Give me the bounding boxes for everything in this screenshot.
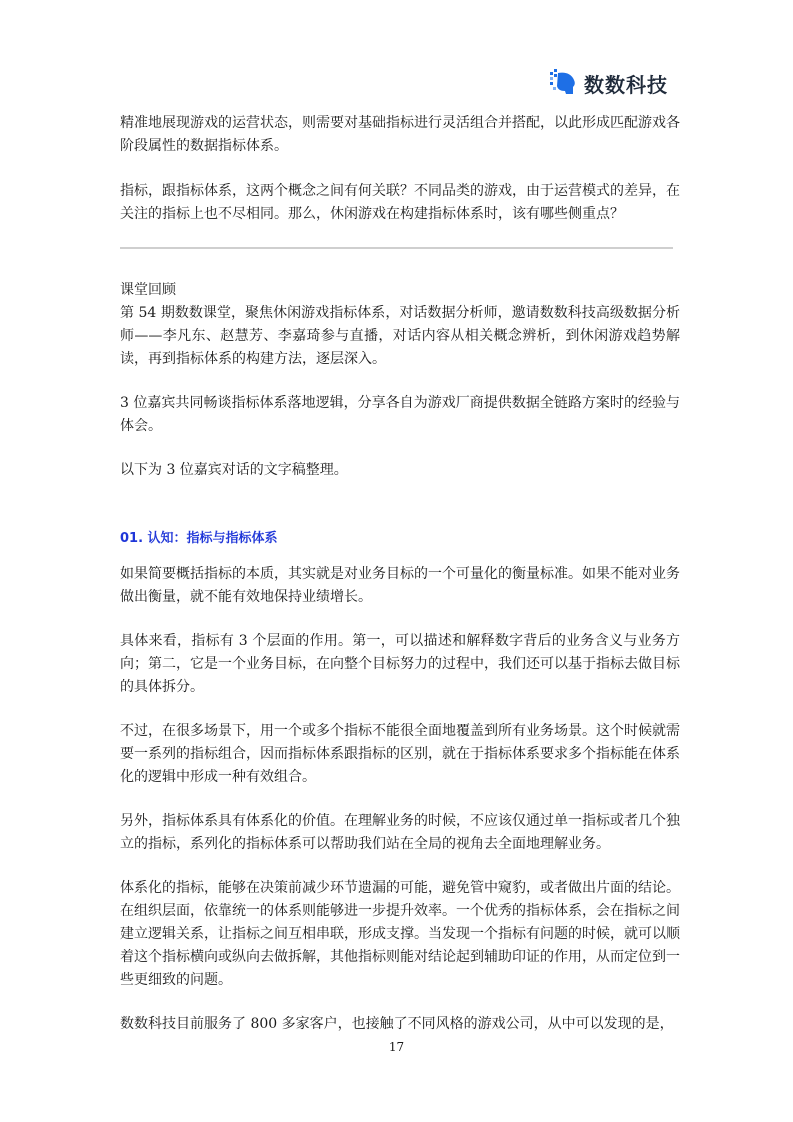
section-1-paragraph-6: 数数科技目前服务了 800 多家客户，也接触了不同风格的游戏公司，从中可以发现的是， (120, 1016, 674, 1032)
brand-logo (548, 68, 668, 98)
section-1-paragraph-4: 另外，指标体系具有体系化的价值。在理解业务的时候，不应该仅通过单一指标或者几个独立的指标，系列化的指标体系可以帮助我们站在全局的视角去全面地理解业务。 (120, 813, 680, 852)
section-1-paragraph-5: 体系化的指标，能够在决策前减少环节遗漏的可能，避免管中窥豹，或者做出片面的结论。在组织层面，依靠统一的体系则能够进一步提升效率。一个优秀的指标体系，会在指标之间建立逻辑关系，让指标之间互相串联，形成支撑。当发现一个指标有问题的时候，就可以顺着这个指标横向或纵向去做拆解，其他指标则能对结论起到辅助印证的作用，从而定位到一些更细致的问题。 (120, 880, 680, 988)
brand-logo-icon (548, 68, 578, 98)
recap-heading: 课堂回顾 (120, 282, 176, 298)
section-1 (120, 529, 680, 1036)
section-1-title: 01. 认知：指标与指标体系 (120, 531, 278, 546)
section-1-paragraph-1: 如果简要概括指标的本质，其实就是对业务目标的一个可量化的衡量标准。如果不能对业务做出衡量，就不能有效地保持业绩增长。 (120, 566, 680, 605)
section-1-paragraph-2: 具体来看，指标有 3 个层面的作用。第一，可以描述和解释数字背后的业务含义与业务方向；第二，它是一个业务目标，在向整个目标努力的过程中，我们还可以基于指标去做目标的具体拆分。 (120, 633, 680, 695)
intro-paragraph-2: 指标，跟指标体系，这两个概念之间有何关联？不同品类的游戏，由于运营模式的差异，在关注的指标上也不尽相同。那么，休闲游戏在构建指标体系时，该有哪些侧重点？ (120, 183, 680, 222)
document-body (120, 112, 680, 226)
brand-name: 数数科技 (584, 72, 668, 97)
recap-block (120, 279, 680, 482)
recap-paragraph-3: 以下为 3 位嘉宾对话的文字稿整理。 (120, 462, 348, 478)
page-number: 17 (388, 1040, 405, 1054)
intro-paragraph-1: 精准地展现游戏的运营状态，则需要对基础指标进行灵活组合并搭配，以此形成匹配游戏各阶段属性的数据指标体系。 (120, 115, 680, 154)
section-divider (120, 247, 673, 249)
recap-paragraph-1: 第 54 期数数课堂，聚焦休闲游戏指标体系，对话数据分析师，邀请数数科技高级数据分析师——李凡东、赵慧芳、李嘉琦参与直播，对话内容从相关概念辨析，到休闲游戏趋势解读，再到指标体系的构建方法，逐层深入。 (120, 305, 680, 367)
section-1-paragraph-3: 不过，在很多场景下，用一个或多个指标不能很全面地覆盖到所有业务场景。这个时候就需要一系列的指标组合，因而指标体系跟指标的区别，就在于指标体系要求多个指标能在体系化的逻辑中形成一种有效组合。 (120, 723, 680, 785)
recap-paragraph-2: 3 位嘉宾共同畅谈指标体系落地逻辑，分享各自为游戏厂商提供数据全链路方案时的经验与体会。 (120, 395, 680, 434)
